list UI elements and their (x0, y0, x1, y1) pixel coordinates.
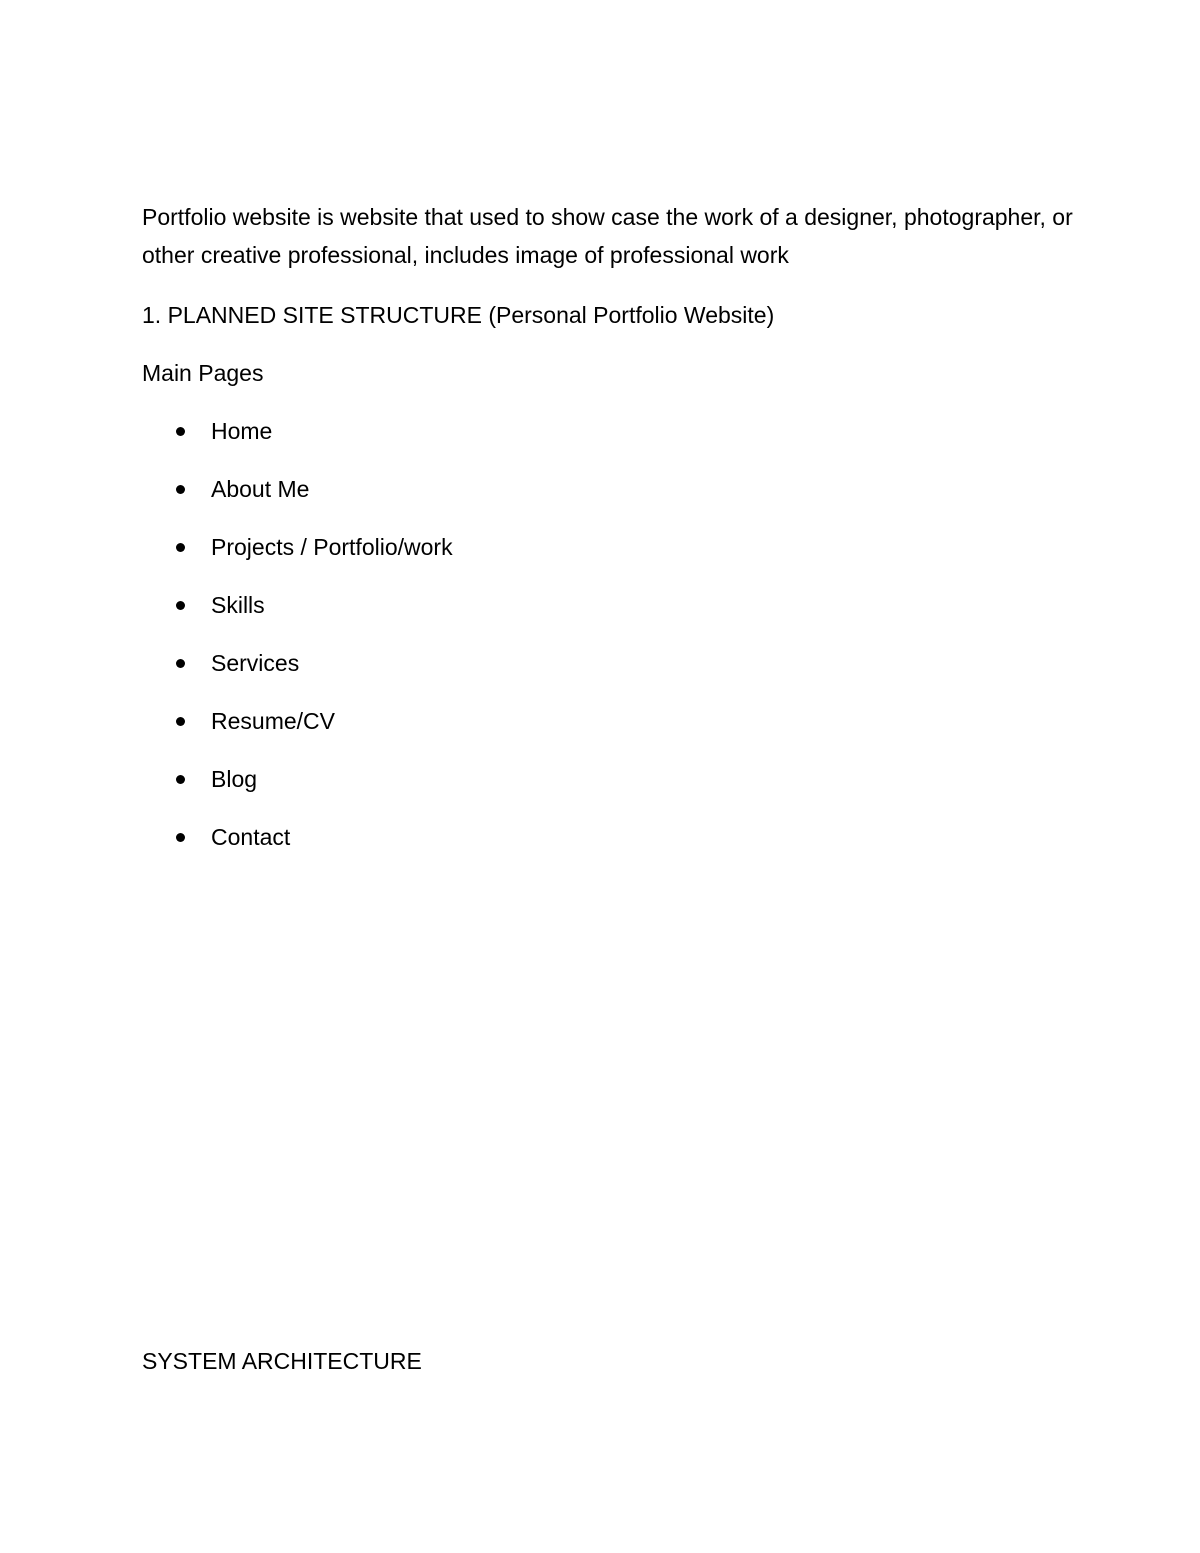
bullet-icon (176, 543, 185, 552)
list-item-label: Projects / Portfolio/work (211, 534, 453, 560)
list-item-label: Home (211, 418, 273, 444)
bullet-icon (176, 601, 185, 610)
section-heading: 1. PLANNED SITE STRUCTURE (Personal Portfolio Website) (142, 302, 775, 328)
bullet-icon (176, 485, 185, 494)
bullet-icon (176, 659, 185, 668)
bullet-icon (176, 717, 185, 726)
list-item-label: Blog (211, 766, 258, 792)
main-pages-label: Main Pages (142, 360, 264, 386)
system-architecture-heading: SYSTEM ARCHITECTURE (142, 1348, 422, 1374)
list-item-label: Contact (211, 824, 291, 850)
list-item-label: About Me (211, 476, 310, 502)
bullet-icon (176, 427, 185, 436)
list-item-label: Resume/CV (211, 708, 335, 734)
bullet-icon (176, 833, 185, 842)
list-item-label: Skills (211, 592, 265, 618)
list-item-label: Services (211, 650, 300, 676)
intro-paragraph: Portfolio website is website that used to show case the work of a designer, photographer, or other creative professional, includes image of professional work (142, 204, 1073, 268)
bullet-icon (176, 775, 185, 784)
